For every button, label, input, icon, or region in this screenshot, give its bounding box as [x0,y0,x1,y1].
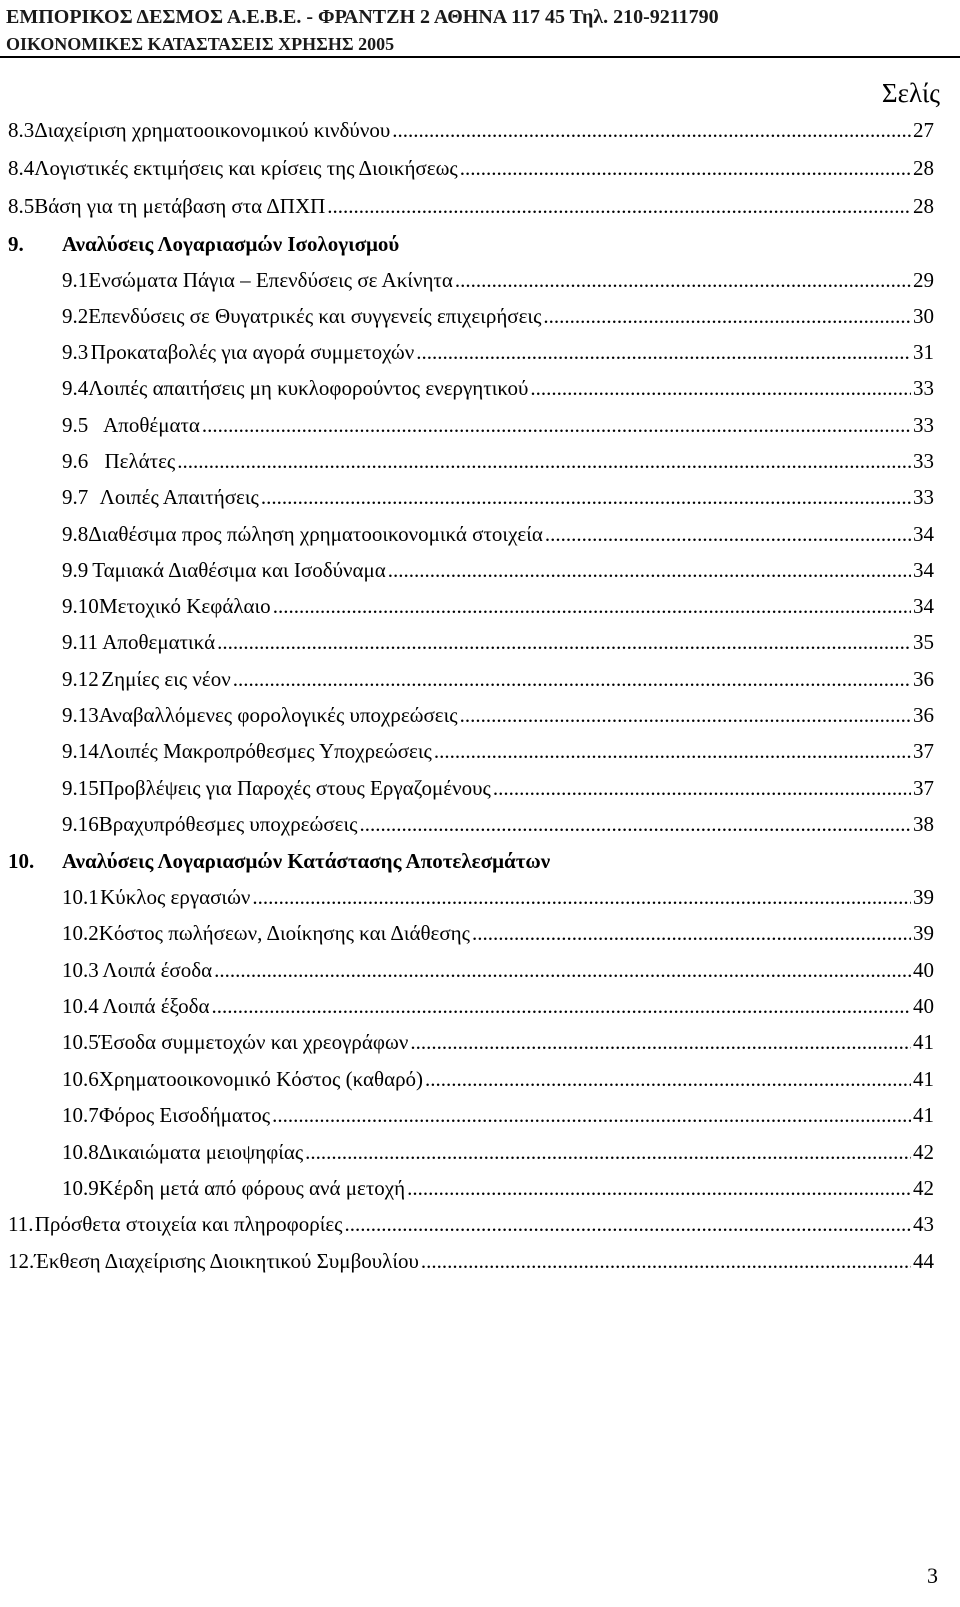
toc-entry[interactable]: 10.3 Λοιπά έσοδα ..... 40 [62,955,934,985]
toc-entry[interactable]: 10.6 Χρηματοοικονομικό Κόστος (καθαρό) ..... 41 [62,1064,934,1094]
toc-entry[interactable]: 9.4 Λοιπές απαιτήσεις μη κυκλοφορούντος ενεργητικού ..... 33 [62,373,934,403]
toc-entry[interactable]: 9.9 Ταμιακά Διαθέσιμα και Ισοδύναμα ..... 34 [62,555,934,585]
toc-entry[interactable]: 10.8 Δικαιώματα μειοψηφίας ..... 42 [62,1137,934,1167]
toc-entry[interactable]: 9.13 Αναβαλλόμενες φορολογικές υποχρεώσεις ..... 36 [62,700,934,730]
toc-entry[interactable]: 9.12 Ζημίες εις νέον ..... 36 [62,664,934,694]
toc-entry[interactable]: 12. Έκθεση Διαχείρισης Διοικητικού Συμβουλίου ..... 44 [8,1246,934,1276]
toc-entry[interactable]: 9.1 Ενσώματα Πάγια – Επενδύσεις σε Ακίνητα ..... 29 [62,265,934,295]
toc-entry[interactable]: 10.5 Έσοδα συμμετοχών και χρεογράφων ..... 41 [62,1027,934,1057]
toc-entry[interactable]: 9.15 Προβλέψεις για Παροχές στους Εργαζομένους ..... 37 [62,773,934,803]
toc-entry[interactable]: 8.3 Διαχείριση χρηματοοικονομικού κινδύνου ..... 27 [8,115,934,145]
toc-entry[interactable]: 9.3 Προκαταβολές για αγορά συμμετοχών ..... 31 [62,337,934,367]
page-column-label: Σελίς [881,78,940,108]
toc-entry[interactable]: 8.5 Βάση για τη μετάβαση στα ΔΠΧΠ ..... 28 [8,191,934,221]
toc-entry[interactable]: 9.8 Διαθέσιμα προς πώληση χρηματοοικονομικά στοιχεία ..... 34 [62,519,934,549]
toc-entry[interactable]: 9.14 Λοιπές Μακροπρόθεσμες Υποχρεώσεις ..... 37 [62,736,934,766]
toc-entry[interactable]: 9.16 Βραχυπρόθεσμες υποχρεώσεις ..... 38 [62,809,934,839]
toc-entry[interactable]: 9.11 Αποθεματικά ..... 35 [62,627,934,657]
report-title: ΟΙΚΟΝΟΜΙΚΕΣ ΚΑΤΑΣΤΑΣΕΙΣ ΧΡΗΣΗΣ 2005 [6,34,395,54]
toc-entry[interactable]: 10.9 Κέρδη μετά από φόρους ανά μετοχή ..... 42 [62,1173,934,1203]
toc-entry[interactable]: 10.4 Λοιπά έξοδα ..... 40 [62,991,934,1021]
toc-entry[interactable]: 10.1 Κύκλος εργασιών ..... 39 [62,882,934,912]
page-number: 3 [927,1563,938,1588]
toc-entry[interactable]: 9.2 Επενδύσεις σε Θυγατρικές και συγγενείς επιχειρήσεις ..... 30 [62,301,934,331]
company-header: ΕΜΠΟΡΙΚΟΣ ΔΕΣΜΟΣ Α.Ε.Β.Ε. - ΦΡΑΝΤΖΗ 2 ΑΘΗΝΑ 117 45 Τηλ. 210-9211790 [6,6,719,28]
toc-entry[interactable]: 11. Πρόσθετα στοιχεία και πληροφορίες ..... 43 [8,1209,934,1239]
toc-entry[interactable]: 9.7 Λοιπές Απαιτήσεις ..... 33 [62,482,934,512]
toc-entry[interactable]: 8.4 Λογιστικές εκτιμήσεις και κρίσεις της Διοικήσεως ..... 28 [8,153,934,183]
header-divider [0,56,960,58]
toc-entry[interactable]: 9.6 Πελάτες ..... 33 [62,446,934,476]
toc-entry[interactable]: 10.2 Κόστος πωλήσεων, Διοίκησης και Διάθεσης ..... 39 [62,918,934,948]
page-header [6,3,719,57]
toc-section-heading[interactable]: 10. Αναλύσεις Λογαριασμών Κατάστασης Αποτελεσμάτων [8,849,551,873]
toc-entry[interactable]: 9.10 Μετοχικό Κεφάλαιο ..... 34 [62,591,934,621]
toc-entry[interactable]: 9.5 Αποθέματα ..... 33 [62,410,934,440]
toc-entry[interactable]: 10.7 Φόρος Εισοδήματος ..... 41 [62,1100,934,1130]
toc-section-heading[interactable]: 9. Αναλύσεις Λογαριασμών Ισολογισμού [8,232,400,256]
